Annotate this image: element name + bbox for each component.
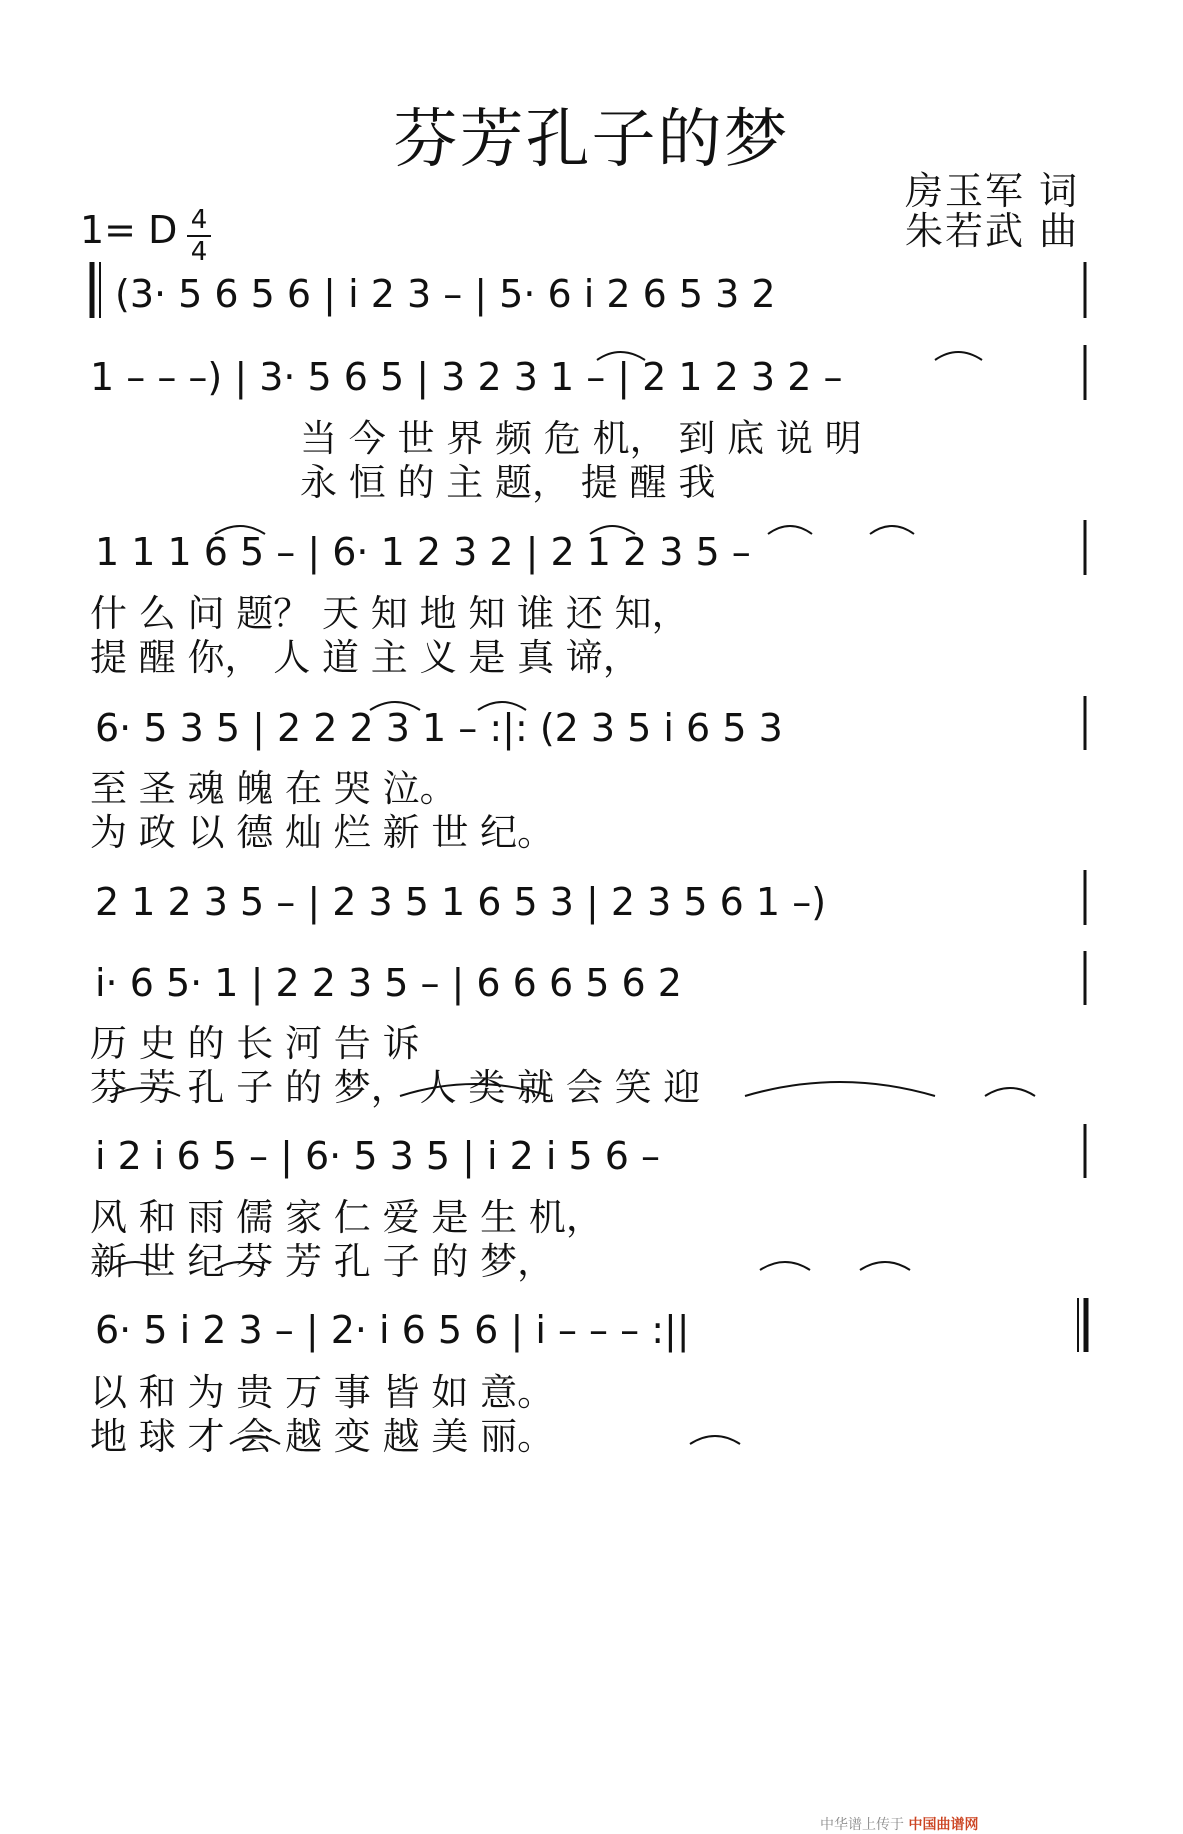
lyric-line-3-verse-2: 提 醒 你， 人 道 主 义 是 真 谛， [90,636,640,679]
meter-top: 4 [190,205,208,235]
notation-line-6: i· 6 5· 1 | 2 2 3 5 – | 6 6 6 5 6 2 [95,961,682,1005]
notation-line-7: i 2 i 6 5 – | 6· 5 3 5 | i 2 i 5 6 – [95,1134,661,1178]
notation-line-3: 1 1 1 6 5 – | 6· 1 2 3 2 | 2 1 2 3 5 – [95,530,751,574]
key-signature: 1= D [80,208,178,252]
notation-line-2: 1 – – –) | 3· 5 6 5 | 3 2 3 1 – | 2 1 2 3 2 – [90,355,843,399]
lyric-line-7-verse-2: 新 世 纪 芬 芳 孔 子 的 梦， [90,1240,555,1283]
lyric-line-4-verse-2: 为 政 以 德 灿 烂 新 世 纪。 [90,811,555,854]
lyric-line-6-verse-2: 芬 芳 孔 子 的 梦， 人 类 就 会 笑 迎 [90,1066,701,1109]
notation-line-5: 2 1 2 3 5 – | 2 3 5 1 6 5 3 | 2 3 5 6 1 –) [95,880,827,924]
notation-line-1: (3· 5 6 5 6 | i 2 3 – | 5· 6 i 2 6 5 3 2 [115,272,776,316]
notation-line-4: 6· 5 3 5 | 2 2 2 3 1 – :|: (2 3 5 i 6 5 3 [95,706,783,750]
footer-watermark [820,1814,978,1834]
song-title: 芬芳孔子的梦 [393,103,790,177]
lyricist-credit: 房玉军 词 [905,169,1080,213]
meter-bottom: 4 [190,237,208,267]
lyric-line-2-verse-2: 永 恒 的 主 题， 提 醒 我 [300,461,716,504]
lyric-line-6-verse-1: 历 史 的 长 河 告 诉 [90,1022,420,1065]
lyric-line-2-verse-1: 当 今 世 界 频 危 机， 到 底 说 明 [300,417,862,460]
notation-line-8: 6· 5 i 2 3 – | 2· i 6 5 6 | i – – – :|| [95,1308,690,1352]
footer-text: 中华谱上传于 [820,1817,904,1833]
lyric-line-8-verse-1: 以 和 为 贵 万 事 皆 如 意。 [90,1371,555,1414]
composer-credit: 朱若武 曲 [905,209,1080,253]
lyric-line-4-verse-1: 至 圣 魂 魄 在 哭 泣。 [90,767,457,810]
lyric-line-3-verse-1: 什 么 问 题？ 天 知 地 知 谁 还 知， [90,592,689,635]
footer-brand: 中国曲谱网 [908,1817,979,1833]
lyric-line-7-verse-1: 风 和 雨 儒 家 仁 爱 是 生 机， [90,1196,603,1239]
lyric-line-8-verse-2: 地 球 才 会 越 变 越 美 丽。 [90,1415,555,1458]
